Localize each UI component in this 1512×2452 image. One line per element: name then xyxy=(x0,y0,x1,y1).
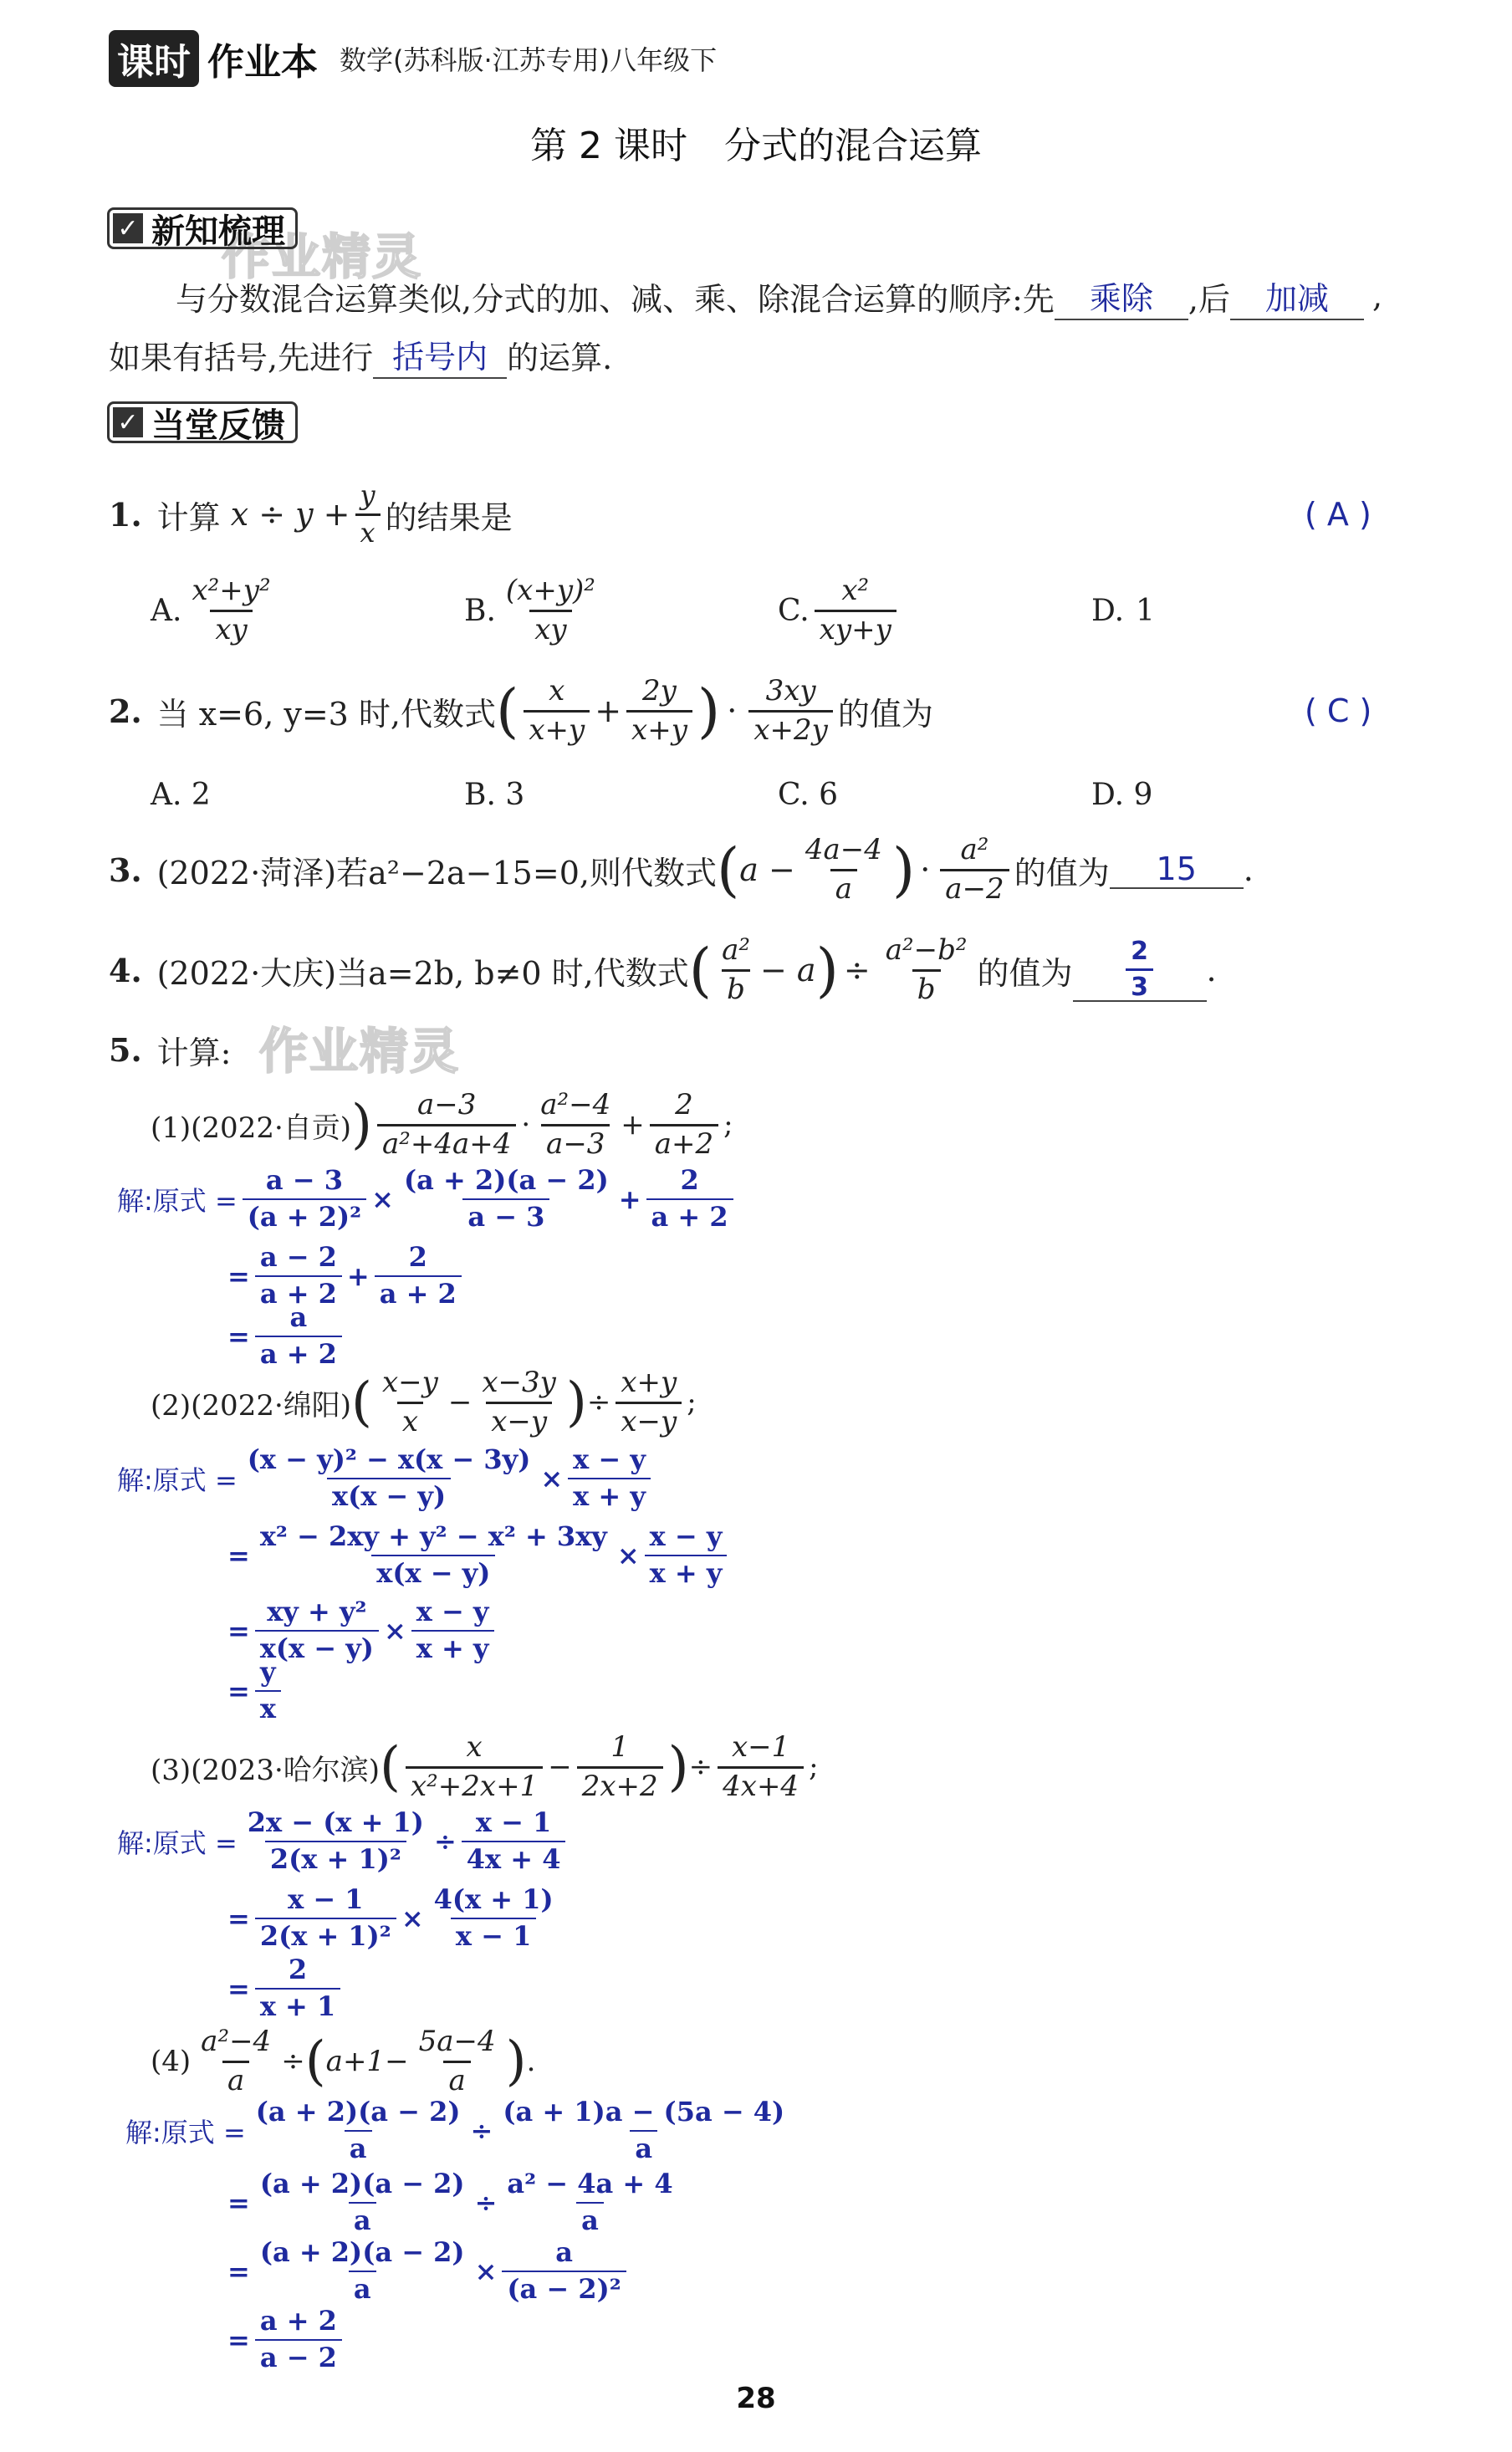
blank-answer: 15 xyxy=(1110,851,1244,889)
solution-label: 解:原式 = xyxy=(117,1185,238,1217)
answer-bracket: ( C ) xyxy=(1305,692,1372,729)
text: 的运算. xyxy=(507,339,613,376)
text: 如果有括号,先进行 xyxy=(109,339,374,376)
q5-part-2: (2)(2022·绵阳) ( x−y x − $\frac{x-3y}{x-y}$ ) ÷ $\frac{x+y}{x-y}$ ; xyxy=(151,1365,697,1438)
solution-label: 解:原式 = xyxy=(117,1827,238,1859)
section-label: 新知梳理 xyxy=(151,212,285,251)
blank-answer: $\frac{2}{3}$ xyxy=(1073,938,1207,1002)
text: 与分数混合运算类似,分式的加、减、乘、除混合运算的顺序:先 xyxy=(176,280,1055,318)
question-number: 4. xyxy=(109,951,142,989)
question-number: 3. xyxy=(109,851,142,889)
expr: x ÷ y + xyxy=(230,496,350,533)
q2-options xyxy=(151,769,1405,820)
section-label: 当堂反馈 xyxy=(151,406,285,445)
page-number: 28 xyxy=(736,2382,776,2415)
section1-line1 xyxy=(176,273,1382,319)
option-c: C. x² xy+y xyxy=(778,576,1091,645)
question-3: 3. (2022·菏泽)若 a²−2a−15=0,则代数式 ( a − $\frac{4a-4}{a}$ ) · a² a−2 的值为 15 . xyxy=(109,832,1254,906)
text: 的值为 xyxy=(837,695,933,733)
text: , xyxy=(1372,278,1383,314)
solution-4-step4: = $\frac{a + 2}{a - 2}$ xyxy=(227,2305,347,2375)
blank-answer: 括号内 xyxy=(373,331,507,379)
check-icon: ✓ xyxy=(113,407,143,437)
source: (2022·大庆)当 xyxy=(156,954,369,992)
text: ,后 xyxy=(1188,280,1230,318)
header xyxy=(109,33,717,84)
solution-1-step1: 解:原式 = $\frac{a - 3}{\text{(a + 2)²}}$ × $\frac{(a + 2)(a - 2)}{a - 3}$ + $\frac{2}{a + 2}$ xyxy=(117,1164,738,1234)
solution-2-step3: = $\frac{\text{xy + y²}}{x(x - y)}$ × $\frac{x - y}{x + y}$ xyxy=(227,1596,499,1666)
section-badge-feedback xyxy=(107,401,298,443)
option-a: A. 2 xyxy=(151,777,211,812)
solution-3-step1: 解:原式 = $\frac{2x - (x + 1)}{\text{2(x + 1)²}}$ ÷ $\frac{x - 1}{4x + 4}$ xyxy=(117,1806,570,1877)
question-4: 4. (2022·大庆)当 a=2b, b≠0 时,代数式 ( a² b − a ) ÷ $\frac{\text{a²−b²}}{b}$ 的值为 $\frac{2}{3}$ . xyxy=(109,932,1217,1006)
text: 计算 xyxy=(156,498,221,536)
section-badge-new-knowledge xyxy=(107,207,298,249)
solution-3-step2: = $\frac{x - 1}{\text{2(x + 1)²}}$ × $\frac{4(x + 1)}{x - 1}$ xyxy=(227,1883,554,1952)
subject-line: 数学(苏科版·江苏专用)八年级下 xyxy=(340,44,718,76)
answer-bracket: ( A ) xyxy=(1305,496,1372,533)
option-d: D. 9 xyxy=(1091,777,1153,812)
solution-3-step3: = $\frac{2}{x + 1}$ xyxy=(227,1954,345,2024)
blank-answer: 乘除 xyxy=(1055,273,1188,320)
q5-part-3: (3)(2023·哈尔滨) ( x x²+2x+1 − $\frac{1}{2x+2}$ ) ÷ $\frac{x-1}{4x+4}$ ; xyxy=(151,1729,819,1803)
question-number: 1. xyxy=(109,495,142,534)
check-icon: ✓ xyxy=(113,213,143,243)
solution-1-step2: = $\frac{a - 2}{a + 2}$ + $\frac{2}{a + 2}$ xyxy=(227,1241,467,1311)
blank-answer: 加减 xyxy=(1230,273,1364,320)
book-title: 作业本 xyxy=(207,41,318,84)
solution-label: 解:原式 = xyxy=(125,2117,246,2148)
solution-label: 解:原式 = xyxy=(117,1464,238,1496)
source: (2022·菏泽)若 xyxy=(156,854,369,891)
text: 的值为 xyxy=(1014,854,1110,891)
question-number: 2. xyxy=(109,692,142,730)
question-1 xyxy=(109,477,513,552)
solution-4-step2: = $\frac{(a + 2)(a - 2)}{a}$ ÷ $\frac{\text{a² − 4a + 4}}{a}$ xyxy=(227,2168,673,2236)
text: 的结果是 xyxy=(385,498,513,536)
text: 的值为 xyxy=(977,954,1073,992)
q1-options xyxy=(151,569,1405,652)
section1-line2 xyxy=(109,331,612,378)
question-number: 5. xyxy=(109,1030,142,1069)
text: 当 x=6, y=3 时,代数式 xyxy=(156,695,496,733)
q5-part-1: (1)(2022·自贡) ) a−3 a²+4a+4 · a²−4 a−3 + $\frac{2}{a+2}$ ; xyxy=(151,1087,733,1161)
watermark: 作业精灵 xyxy=(259,1023,461,1080)
question-5 xyxy=(109,1024,231,1075)
solution-1-step3: = $\frac{a}{a + 2}$ xyxy=(227,1301,347,1372)
option-d: D. 1 xyxy=(1091,593,1155,628)
lesson-title: 第 2 课时 分式的混合运算 xyxy=(530,125,982,167)
option-c: C. 6 xyxy=(778,777,839,812)
option-b: B. (x+y)² xy xyxy=(464,573,595,646)
option-a: A. x²+y² xy xyxy=(151,573,271,646)
watermark: 作业精灵 xyxy=(222,228,423,285)
text: 计算: xyxy=(156,1034,232,1071)
option-b: B. 3 xyxy=(464,777,525,812)
condition: a²−2a−15=0,则代数式 xyxy=(368,854,717,891)
condition: a=2b, b≠0 时,代数式 xyxy=(368,954,689,992)
solution-4-step3: = $\frac{(a + 2)(a - 2)}{a}$ × $\frac{a}{\text{(a − 2)²}}$ xyxy=(227,2236,631,2306)
solution-2-step2: = $\frac{\text{x² − 2xy + y² − x² + 3xy}}{x(x - y)}$ × $\frac{x - y}{x + y}$ xyxy=(227,1520,732,1591)
logo: 课时 xyxy=(109,30,199,87)
question-2: 2. 当 x=6, y=3 时,代数式 ( x x+y + $\frac{2y}{x+y}$ ) · 3xy x+2y 的值为 xyxy=(109,673,933,747)
solution-4-step1: 解:原式 = $\frac{(a + 2)(a - 2)}{a}$ ÷ $\frac{(a + 1)a - (5a - 4)}{a}$ xyxy=(125,2096,785,2164)
solution-2-step4: = $\frac{y}{x}$ xyxy=(227,1658,286,1724)
fraction: $\frac{y}{x}$ xyxy=(355,482,381,547)
q5-part-4: (4) $\frac{\text{a²−4}}{a}$ ÷ ( a+1− $\frac{5a-4}{a}$ ) . xyxy=(151,2024,536,2097)
solution-2-step1: 解:原式 = $\frac{\text{(x − y)² − x(x − 3y)}}{x(x - y)}$ × $\frac{x - y}{x + y}$ xyxy=(117,1443,656,1514)
